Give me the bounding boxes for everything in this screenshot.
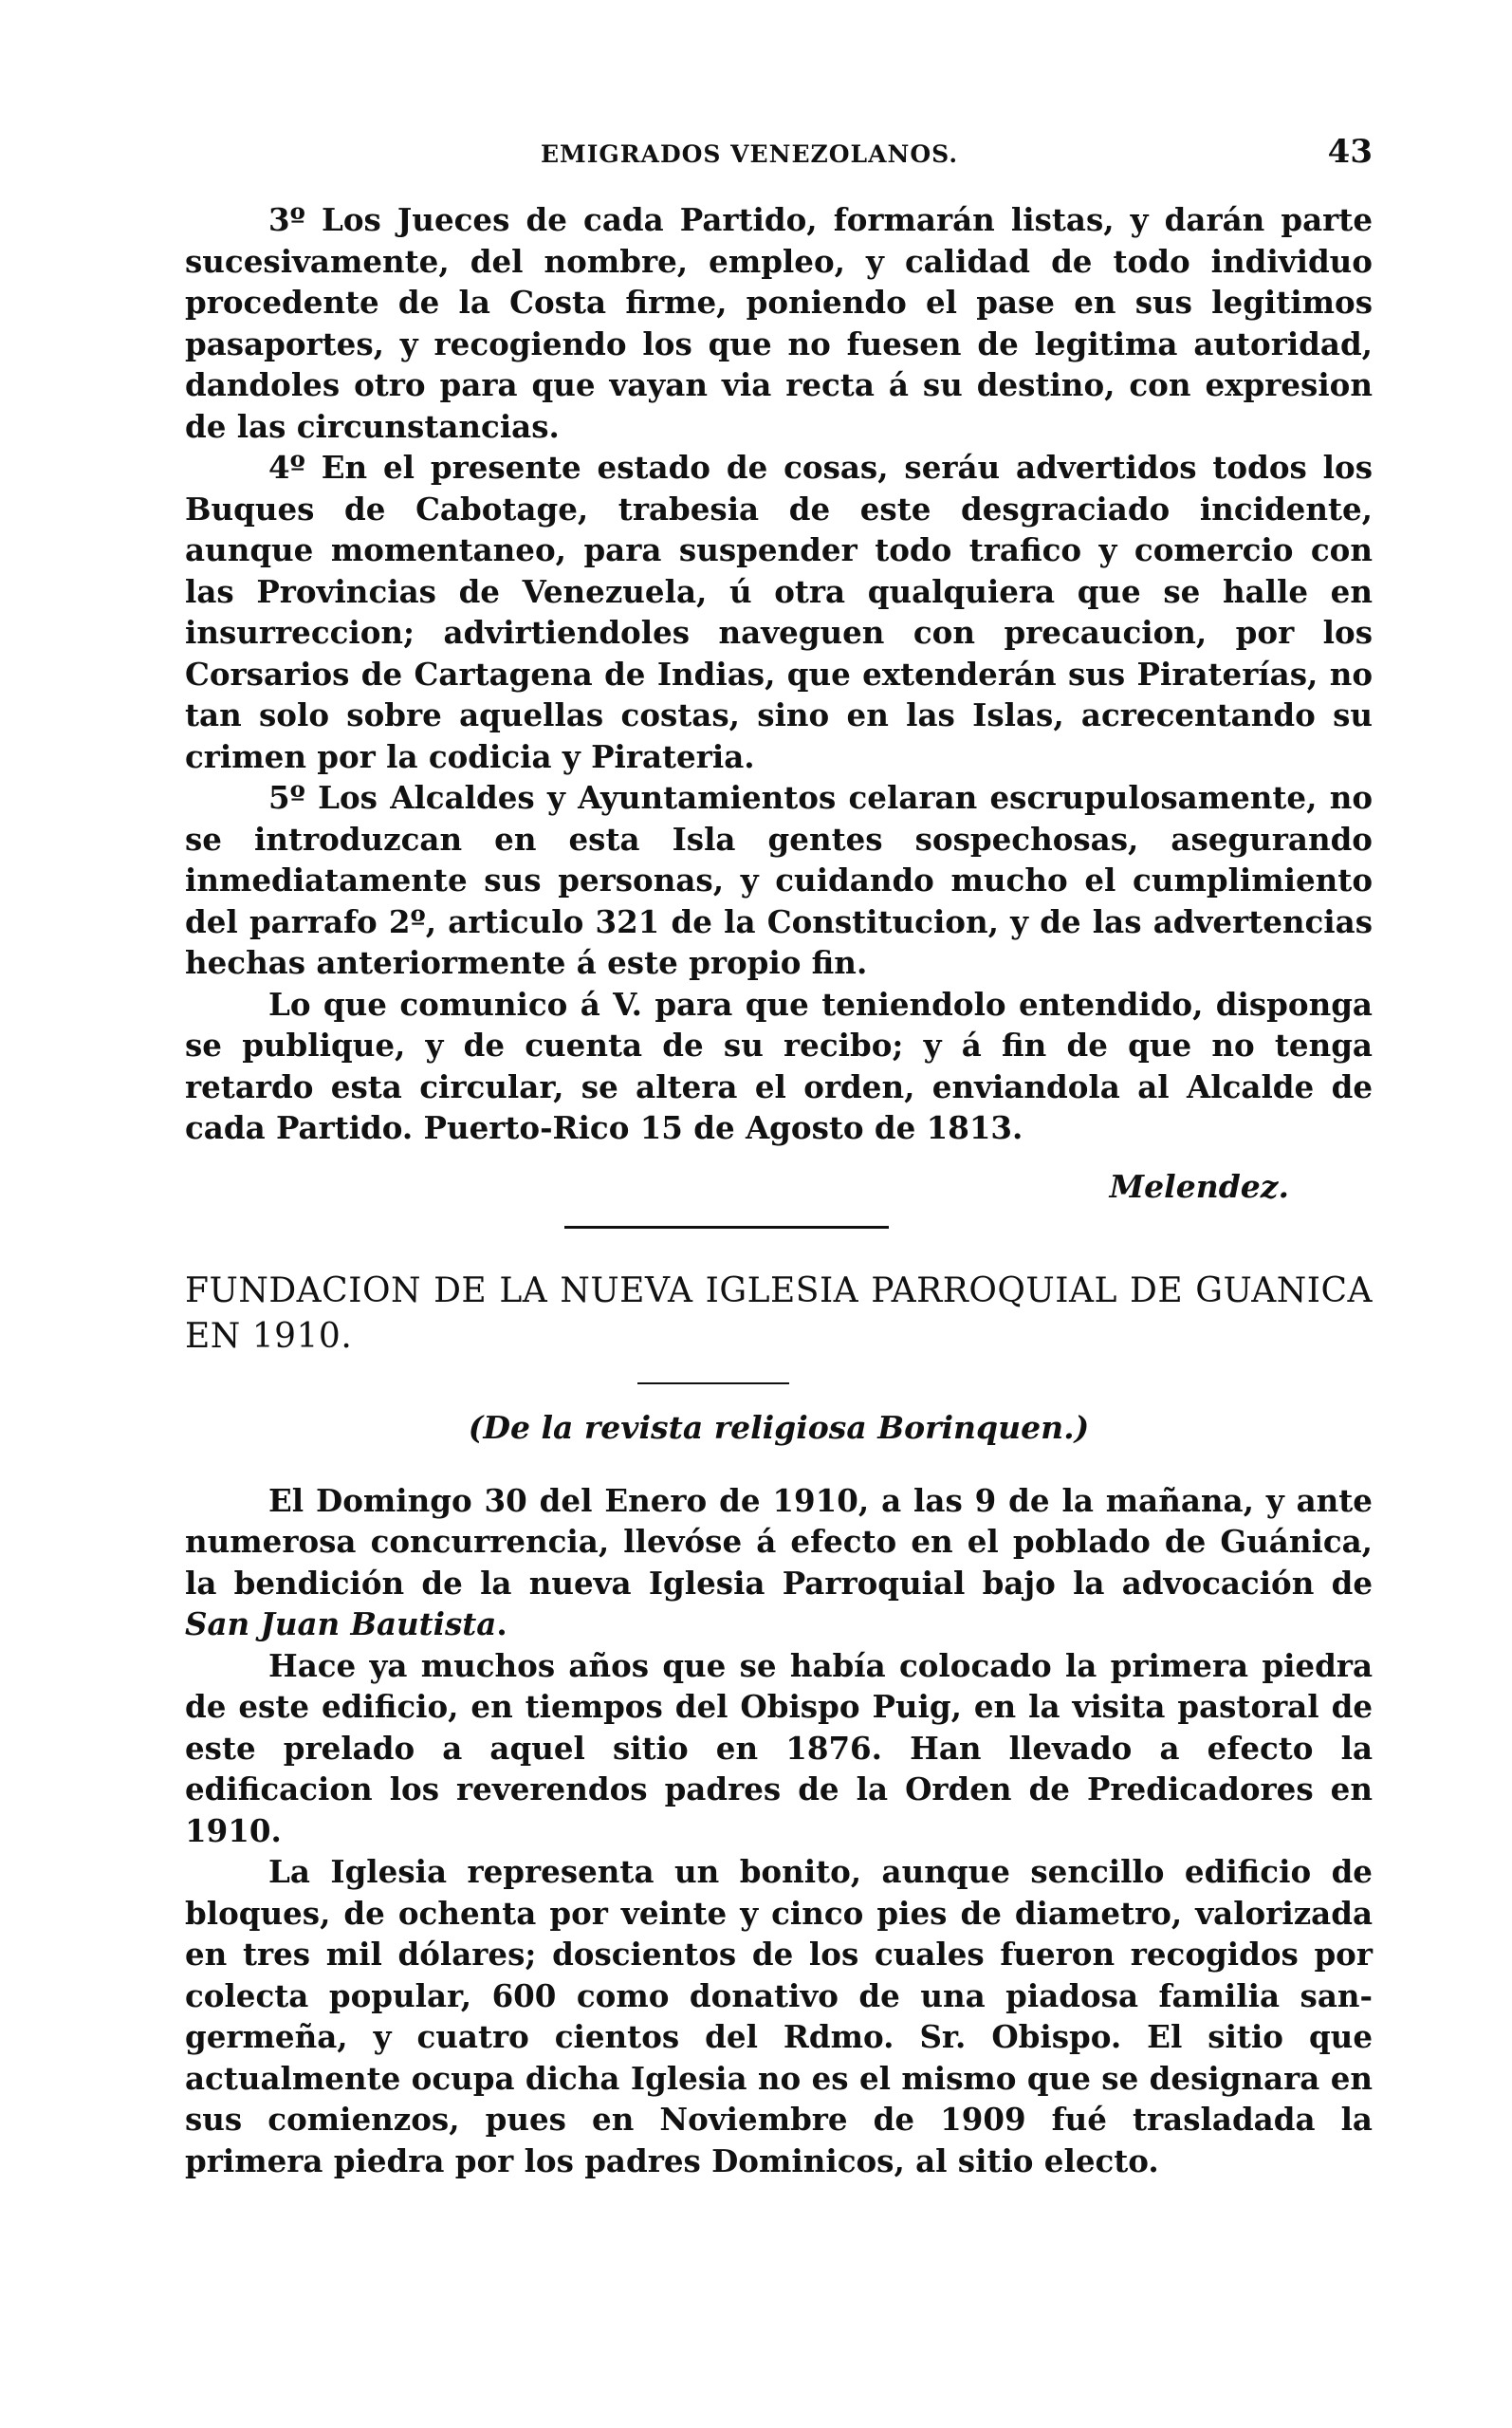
paragraph-blessing bbox=[185, 1480, 1373, 1645]
running-head bbox=[185, 133, 1373, 180]
paragraph-article-5: 5º Los Alcaldes y Ayuntamientos celaran escrupulosamente, no se introduzcan en esta Isla gentes sospechosas, asegurando inmediatamente sus personas, y cuidando mucho el cumplimiento del parrafo 2º, articulo 321 de la Constitucion, y de las advertencias hechas anteriormente á este propio fin. bbox=[185, 779, 1373, 981]
section-divider bbox=[564, 1226, 889, 1229]
book-page bbox=[185, 133, 1373, 2181]
source-close-paren: ) bbox=[1074, 1408, 1090, 1446]
paragraph-article-3: 3º Los Jueces de cada Partido, formarán listas, y darán parte sucesivamente, del nombre, empleo, y calidad de todo individuo procedente de la Costa firme, poniendo el pase en sus legitimos pasaportes, y recogiendo los que no fuesen de legitima autoridad, dandoles otro para que vayan via recta á su destino, con expresion de las circunstancias. bbox=[185, 201, 1373, 445]
source-text: De la revista religiosa Borinquen. bbox=[483, 1408, 1075, 1446]
edict-text bbox=[185, 199, 1373, 1149]
source-open-paren: ( bbox=[468, 1408, 484, 1446]
paragraph-article-4: 4º En el presente estado de cosas, seráu advertidos todos los Buques de Cabotage, trabesia de este desgraciado incidente, aunque momentaneo, para suspender todo trafico y comercio con las Provincias de Venezuela, ú otra qualquiera que se halle en insurreccion; advirtiendoles naveguen con precaucion, por los Corsarios de Cartagena de Indias, que extenderán sus Piraterías, no tan solo sobre aquellas costas, sino en las Islas, acrecentando su crimen por la codicia y Pirateria. bbox=[185, 449, 1373, 775]
running-title: EMIGRADOS VENEZOLANOS. bbox=[541, 140, 959, 168]
paragraph-building: La Iglesia representa un bonito, aunque sencillo edificio de bloques, de ochenta por veinte y cinco pies de diametro, valorizada en tres mil dólares; doscientos de los cuales fueron recogidos por colecta popular, 600 como donativo de una piadosa familia san-germeña, y cuatro cientos del Rdmo. Sr. Obispo. El sitio que actualmente ocupa dicha Iglesia no es el mismo que se designara en sus comienzos, pues en Noviembre de 1909 fué trasladada la primera piedra por los padres Dominicos, al sitio electo. bbox=[185, 1853, 1373, 2179]
section-heading: FUNDACION DE LA NUEVA IGLESIA PARROQUIAL DE GUANICA EN 1910. bbox=[185, 1270, 1373, 1356]
signature: Melendez. bbox=[1109, 1167, 1289, 1205]
paragraph-closing: Lo que comunico á V. para que teniendolo entendido, disponga se publique, y de cuenta de su recibo; y á fin de que no tenga retardo esta circular, se altera el orden, enviandola al Alcalde de cada Partido. Puerto-Rico 15 de Agosto de 1813. bbox=[185, 985, 1373, 1146]
heading-divider bbox=[637, 1382, 789, 1384]
paragraph-history: Hace ya muchos años que se había colocado la primera piedra de este edificio, en tiempos del Obispo Puig, en la visita pastoral de este prelado a aquel sitio en 1876. Han llevado a efecto la edificacion los reverendos padres de la Orden de Predicadores en 1910. bbox=[185, 1646, 1373, 1849]
saint-name: San Juan Bautista bbox=[185, 1605, 497, 1642]
church-text bbox=[185, 1480, 1373, 2182]
source-citation bbox=[185, 1409, 1373, 1446]
paragraph-blessing-end: . bbox=[496, 1605, 507, 1642]
page-number: 43 bbox=[1327, 133, 1373, 171]
paragraph-blessing-text: El Domingo 30 del Enero de 1910, a las 9 de la mañana, y ante numerosa concurrencia, llevóse á efecto en el poblado de Guánica, la bendición de la nueva Iglesia Parroquial bajo la advocación de bbox=[185, 1481, 1373, 1602]
